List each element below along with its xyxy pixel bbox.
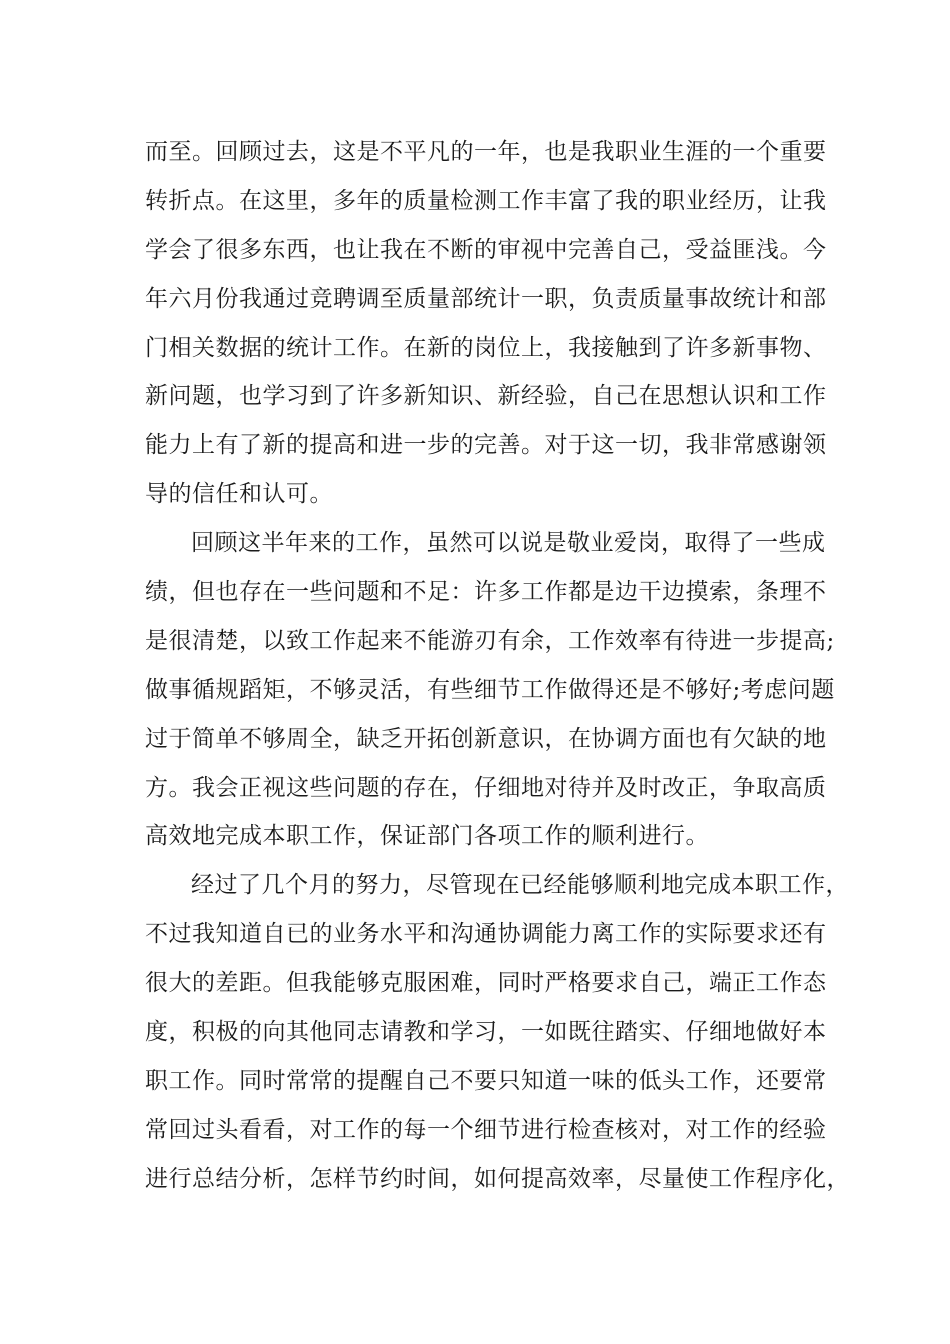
text-line: 转折点。在这里，多年的质量检测工作丰富了我的职业经历，让我 (145, 187, 827, 214)
text-line: 做事循规蹈矩，不够灵活，有些细节工作做得还是不够好;考虑问题 (145, 676, 835, 703)
text-line: 绩，但也存在一些问题和不足：许多工作都是边干边摸索，条理不 (145, 579, 827, 606)
text-line: 能力上有了新的提高和进一步的完善。对于这一切，我非常感谢领 (145, 432, 827, 459)
text-line: 常回过头看看，对工作的每一个细节进行检查核对，对工作的经验 (145, 1116, 827, 1143)
text-line: 年六月份我通过竞聘调至质量部统计一职，负责质量事故统计和部 (145, 285, 827, 312)
text-line: 过于简单不够周全，缺乏开拓创新意识，在协调方面也有欠缺的地 (145, 725, 827, 752)
text-line: 职工作。同时常常的提醒自己不要只知道一味的低头工作，还要常 (145, 1067, 827, 1094)
text-line: 门相关数据的统计工作。在新的岗位上，我接触到了许多新事物、 (145, 334, 827, 361)
document-body (145, 128, 850, 1204)
text-line: 回顾这半年来的工作，虽然可以说是敬业爱岗，取得了一些成 (191, 530, 826, 557)
paragraph-1 (145, 128, 825, 519)
text-line: 进行总结分析，怎样节约时间，如何提高效率，尽量使工作程序化， (145, 1165, 850, 1192)
text-line: 很大的差距。但我能够克服困难，同时严格要求自己，端正工作态 (145, 970, 827, 997)
paragraph-2 (145, 519, 835, 861)
text-line: 高效地完成本职工作，保证部门各项工作的顺利进行。 (145, 823, 709, 850)
text-line: 是很清楚，以致工作起来不能游刃有余，工作效率有待进一步提高; (145, 627, 835, 654)
text-line: 新问题，也学习到了许多新知识、新经验，自己在思想认识和工作 (145, 383, 827, 410)
text-line: 学会了很多东西，也让我在不断的审视中完善自己，受益匪浅。今 (145, 236, 827, 263)
text-line: 导的信任和认可。 (145, 481, 333, 508)
text-line: 而至。回顾过去，这是不平凡的一年，也是我职业生涯的一个重要 (145, 139, 827, 165)
text-line: 经过了几个月的努力，尽管现在已经能够顺利地完成本职工作， (191, 872, 849, 899)
text-line: 度，积极的向其他同志请教和学习，一如既往踏实、仔细地做好本 (145, 1019, 827, 1046)
paragraph-3 (145, 861, 850, 1203)
text-line: 方。我会正视这些问题的存在，仔细地对待并及时改正，争取高质 (145, 774, 827, 801)
text-line: 不过我知道自已的业务水平和沟通协调能力离工作的实际要求还有 (145, 921, 827, 948)
